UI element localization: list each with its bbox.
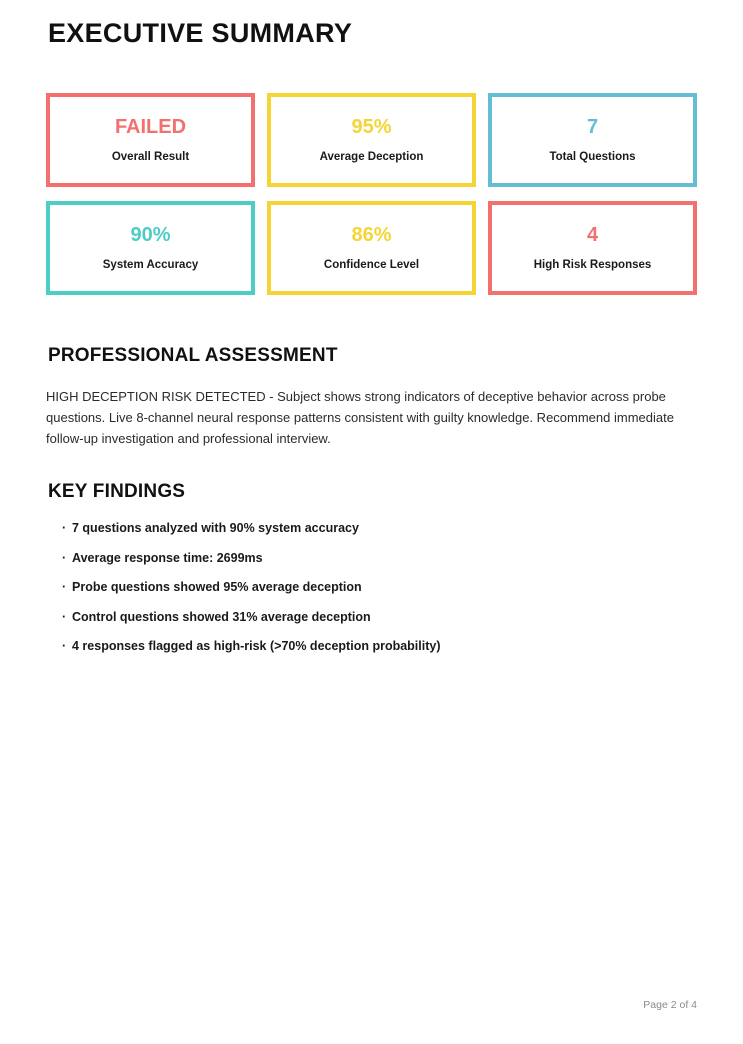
list-item [62,639,692,654]
list-item-label: 4 responses flagged as high-risk (>70% deception probability) [72,639,441,653]
metric-label: Overall Result [111,151,190,163]
list-item [62,521,692,536]
list-item [62,580,692,595]
metric-card [46,201,255,295]
metric-label: System Accuracy [102,259,199,271]
metric-card-grid [46,93,696,295]
page-footer: Page 2 of 4 [643,999,697,1011]
professional-assessment-heading: PROFESSIONAL ASSESSMENT [48,345,338,366]
metric-label: Total Questions [549,151,636,163]
metric-value: 7 [586,116,599,138]
metric-value: 4 [586,224,599,246]
metric-label: High Risk Responses [533,259,652,271]
bullet-icon: · [62,580,67,594]
list-item [62,551,692,566]
bullet-icon: · [62,521,67,535]
metric-value: 95% [351,116,392,138]
professional-assessment-body: HIGH DECEPTION RISK DETECTED - Subject shows strong indicators of deceptive behavior across probe questions. Live 8-channel neural response patterns consistent with guilty knowledge. Recommend immediate follow-up investigation and professional interview. [46,389,674,447]
metric-label: Confidence Level [323,259,420,271]
key-findings-heading: KEY FINDINGS [48,481,186,502]
metric-card [267,201,476,295]
bullet-icon: · [62,609,67,624]
metric-card [488,93,697,187]
page-title: EXECUTIVE SUMMARY [48,18,353,48]
metric-value: 90% [130,224,171,246]
bullet-icon: · [62,639,67,653]
list-item-label: Average response time: 2699ms [72,550,263,565]
metric-card [267,93,476,187]
metric-card [46,93,255,187]
metric-label: Average Deception [319,151,424,163]
list-item-label: 7 questions analyzed with 90% system accuracy [72,521,359,535]
bullet-icon: · [62,550,67,565]
key-findings-list [62,521,692,669]
list-item-label: Control questions showed 31% average deception [72,609,371,624]
metric-card [488,201,697,295]
list-item [62,610,692,625]
metric-value: 86% [351,224,392,246]
list-item-label: Probe questions showed 95% average deception [72,580,362,594]
metric-value: FAILED [114,116,187,138]
